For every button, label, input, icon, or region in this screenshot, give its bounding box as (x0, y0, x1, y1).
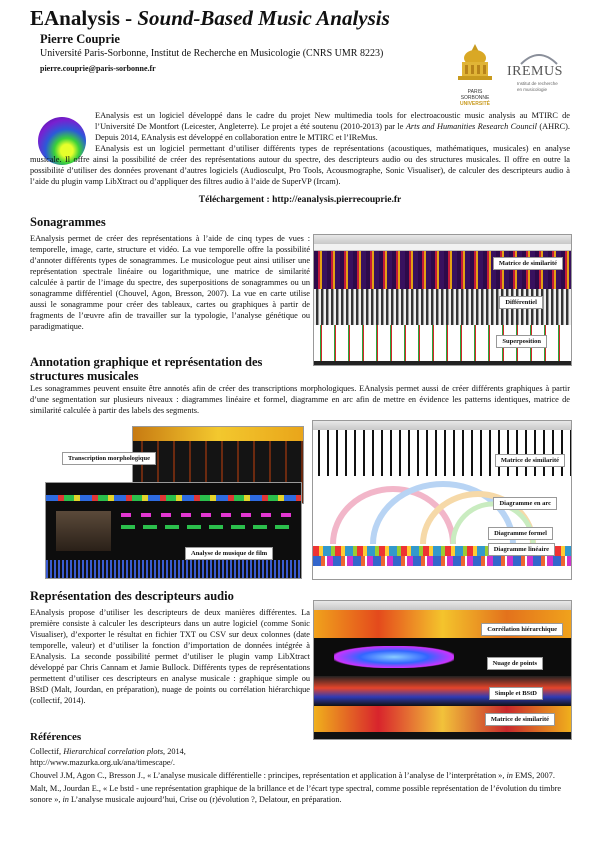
label-matrice-similarite: Matrice de similarité (493, 257, 563, 270)
affiliation: Université Paris-Sorbonne, Institut de Recherche en Musicologie (CNRS UMR 8223) (40, 48, 384, 59)
label-diagramme-formel: Diagramme formel (488, 527, 553, 540)
label-transcription-morphologique: Transcription morphologique (62, 452, 156, 465)
label-simple-bstd: Simple et BStD (489, 687, 543, 700)
label-diagramme-arc: Diagramme en arc (493, 497, 557, 510)
sorbonne-logo: PARIS SORBONNE UNIVERSITÉ (450, 40, 500, 100)
reference-2: Chouvel J.M, Agon C., Bresson J., « L’analyse musicale différentielle : principes, représentation et application à l’analyse de l’interprétation », in EMS, 2007. (30, 771, 555, 780)
label-nuage-points: Nuage de points (487, 657, 543, 670)
label-diagramme-lineaire: Diagramme linéaire (488, 543, 555, 556)
reference-1: Collectif, Hierarchical correlation plots, 2014, http://www.mazurka.org.uk/ana/timescape/. (30, 747, 186, 767)
screenshot-descripteurs (313, 600, 572, 740)
download-link[interactable]: Téléchargement : http://eanalysis.pierrecouprie.fr (198, 195, 402, 205)
author-email: pierre.couprie@paris-sorbonne.fr (40, 64, 156, 73)
iremus-logo: IREMUS Institut de recherche en musicologie (505, 56, 575, 100)
label-analyse-film: Analyse de musique de film (185, 547, 273, 560)
screenshot-structures (312, 420, 572, 580)
reference-3: Malt, M., Jourdan E., « Le bstd - une représentation graphique de la brillance et de l’écart type spectral, comme possible représentation de l’évolution du timbre sonore », in L’analyse musicale aujourd’hui, Crise ou (r)évolution ?, Delatour, en préparation. (30, 784, 562, 804)
section-title-descripteurs: Représentation des descripteurs audio (30, 589, 234, 603)
label-matrice-similarite-2: Matrice de similarité (495, 454, 565, 467)
screenshot-sonagrammes (313, 234, 572, 366)
intro-paragraph-1: EAnalysis est un logiciel développé dans le cadre du projet New multimedia tools for electroacoustic music analysis au MTIRC de l’Université De Montfort (Leicester, Angleterre). Le projet a été soutenu (2010-2013) par le Arts and Humanities Research Council (AHRC). Depuis 2014, EAnalysis est développé en collaboration entre le MTIRC et l’IReMus. (95, 111, 570, 142)
label-matrice-similarite-3: Matrice de similarité (485, 713, 555, 726)
intro-paragraph-2: EAnalysis est un logiciel permettant d’utiliser différents types de représentations (acoustiques, mathématiques, musicales) en analyse musicale. Il offre ainsi la possibilité de créer des représentations autour du spectre, des descripteurs audio ou des structures musicales. Il offre en outre la possibilité d’utiliser des données provenant d’autres logiciels (Audiosculpt, Pro Tools, Acousmographe, Sonic Visualiser), de calculer des descripteurs audio à l’aide du plugin vamp LibXtract ou d’appliquer des filtres audio à l’aide de SuperVP (Ircam). (30, 144, 570, 186)
section-title-references: Références (30, 731, 82, 743)
section-title-sonagrammes: Sonagrammes (30, 215, 106, 229)
label-differentiel: Différentiel (499, 296, 543, 309)
author-name: Pierre Couprie (40, 32, 120, 46)
section-title-annotation: Annotation graphique et représentation des structures musicales (30, 355, 263, 383)
poster-title: EAnalysis - Sound-Based Music Analysis (30, 6, 390, 30)
screenshot-film (45, 482, 302, 579)
label-superposition: Superposition (496, 335, 547, 348)
section-text-annotation: Les sonagrammes peuvent ensuite être annotés afin de créer des transcriptions morphologiques. EAnalysis permet aussi de créer différents graphiques à partir d’une segmentation sur plusieurs niveaux : diagrammes linéaire et formel, diagramme en arc afin de mettre en évidence les patterns identiques, matrice de similarité calculée à partir des labels des segments. (30, 384, 570, 415)
section-text-sonagrammes: EAnalysis permet de créer des représentations à l’aide de cinq types de vues : temporelle, image, carte, structure et vidéo. La vue temporelle offre la possibilité d’annoter différents types de sonagrammes. Le musicologue peut ainsi utiliser une représentation spectrale linéaire ou logarithmique, une matrice de similarité calculée à partir de l’image du spectre, des superpositions de sonagrammes ou un sonagramme différentiel (Chouvel, Agon, Bresson, 2007). La vue en carte utilise aussi le sonagramme pour créer des tableaux, cartes ou graphiques à partir de fragments de l’œuvre afin de travailler sur la typologie, l’analyse génétique ou paradigmatique. (30, 234, 310, 331)
label-correlation-hierarchique: Corrélation hiérarchique (481, 623, 563, 636)
section-text-descripteurs: EAnalysis propose d’utiliser les descripteurs de deux manières différentes. La première consiste à calculer les descripteurs dans un autre logiciel (comme Sonic Visualiser), d’exporter le résultat en fichier TXT ou CSV sur deux colonnes (date temporelle, valeur) et d’utiliser la fonction d’importation de données intégrée à EAnalysis. La seconde possibilité permet d’utiliser le plugin vamp LibXtract développé par Chris Cannam et Jamie Bullock. Différents types de représentations permettent d’utiliser ces descripteurs en analyse musicale : graphique simple ou BStD (Malt, Jourdan, en préparation), nuage de points ou corrélation hiérarchique (collectif, 2014). (30, 608, 310, 705)
